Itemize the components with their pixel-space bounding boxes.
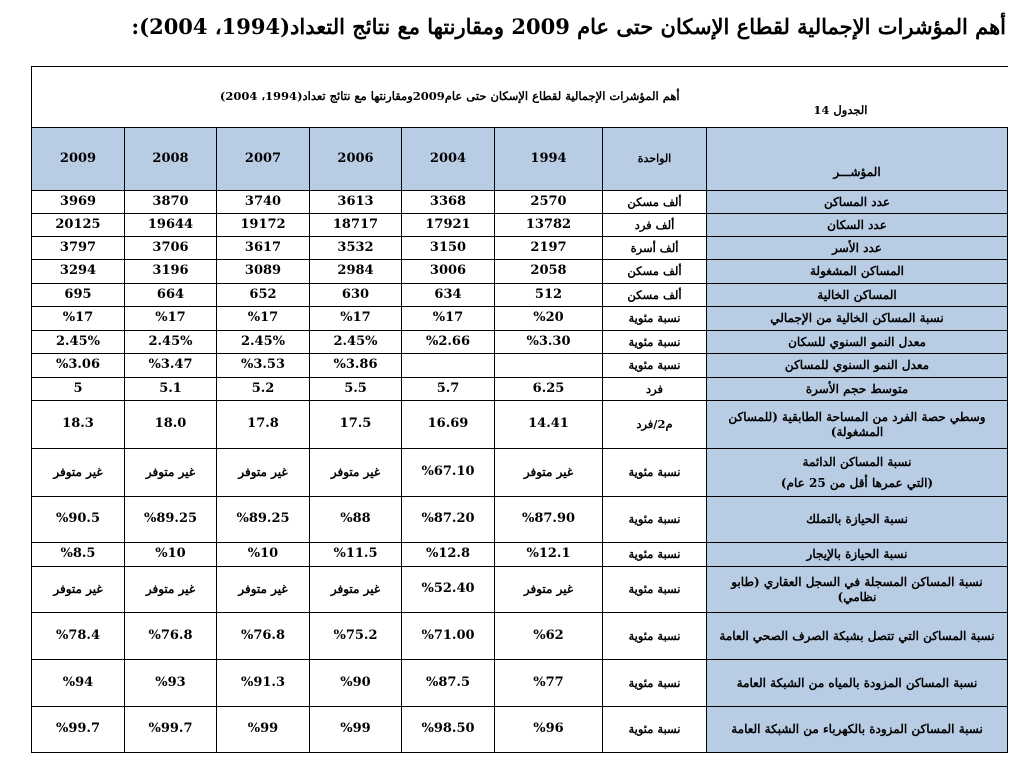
- indicator-label: عدد الأسر: [832, 240, 882, 255]
- value-cell-2006: 17.5: [310, 401, 402, 449]
- value-cell-2004: %87.20: [402, 497, 495, 543]
- value-cell-2006: 630: [310, 284, 402, 307]
- value-cell-2007: %3.53: [217, 354, 310, 378]
- unit-cell: ألف مسكن: [603, 284, 707, 307]
- value-cell-2008: 3706: [125, 237, 217, 260]
- value-cell-2009: 3969: [32, 191, 125, 214]
- indicator-cell: [707, 660, 1008, 707]
- value-cell-2008: 19644: [125, 214, 217, 237]
- indicator-cell: [707, 543, 1008, 567]
- value-cell-2006: 2984: [310, 260, 402, 284]
- unit-cell: نسبة مئوية: [603, 543, 707, 567]
- value-cell-2008: 664: [125, 284, 217, 307]
- value-cell-2007: %10: [217, 543, 310, 567]
- unit-cell: فرد: [603, 378, 707, 401]
- value-cell-2006: %90: [310, 660, 402, 707]
- value-cell-2004: %87.5: [402, 660, 495, 707]
- value-cell-2007: 652: [217, 284, 310, 307]
- indicator-cell: [707, 378, 1008, 401]
- indicator-label: عدد المساكن: [823, 194, 891, 209]
- value-cell-2007: %91.3: [217, 660, 310, 707]
- value-cell-2004: %2.66: [402, 331, 495, 354]
- value-cell-1994: %87.90: [495, 497, 603, 543]
- housing-indicators-table: [31, 66, 1008, 753]
- table-row: [32, 214, 1008, 237]
- unit-cell: ألف مسكن: [603, 191, 707, 214]
- table-row: [32, 401, 1008, 449]
- indicator-cell: [707, 401, 1008, 449]
- indicator-cell: [707, 497, 1008, 543]
- table-row: [32, 331, 1008, 354]
- value-cell-2008: %10: [125, 543, 217, 567]
- value-cell-1994: غير متوفر: [495, 449, 603, 497]
- indicator-cell: [707, 237, 1008, 260]
- value-cell-2006: %11.5: [310, 543, 402, 567]
- value-cell-2004: %98.50: [402, 707, 495, 753]
- indicator-cell: [707, 284, 1008, 307]
- indicator-label: نسبة المساكن المزودة بالكهرباء من الشبكة العامة: [731, 722, 983, 736]
- indicator-label: معدل النمو السنوي للمساكن: [784, 358, 930, 372]
- value-cell-2009: 2.45%: [32, 331, 125, 354]
- value-cell-2009: 695: [32, 284, 125, 307]
- value-cell-2007: %17: [217, 307, 310, 331]
- value-cell-2009: 18.3: [32, 401, 125, 449]
- value-cell-2006: %88: [310, 497, 402, 543]
- value-cell-2004: %71.00: [402, 613, 495, 660]
- indicator-label-line2: (التي عمرها أقل من 25 عام): [780, 475, 934, 490]
- value-cell-2007: 17.8: [217, 401, 310, 449]
- indicator-label: معدل النمو السنوي للسكان: [788, 334, 926, 349]
- table-row: [32, 378, 1008, 401]
- header-indicator: المؤشـــر: [707, 128, 1008, 191]
- value-cell-2007: %76.8: [217, 613, 310, 660]
- value-cell-2004: 3368: [402, 191, 495, 214]
- header-2007: 2007: [217, 128, 310, 191]
- value-cell-2007: 3617: [217, 237, 310, 260]
- indicators-table-container: [31, 66, 1007, 753]
- page-title: أهم المؤشرات الإجمالية لقطاع الإسكان حتى عام 2009 ومقارنتها مع نتائج التعداد(1994، 2004):: [131, 14, 1006, 39]
- value-cell-1994: %12.1: [495, 543, 603, 567]
- table-row: [32, 354, 1008, 378]
- indicator-label: المساكن الخالية: [817, 287, 897, 302]
- indicator-cell: [707, 449, 1008, 497]
- value-cell-2006: %75.2: [310, 613, 402, 660]
- value-cell-2006: %3.86: [310, 354, 402, 378]
- table-row: [32, 284, 1008, 307]
- value-cell-2009: %78.4: [32, 613, 125, 660]
- value-cell-2007: %99: [217, 707, 310, 753]
- table-row: [32, 543, 1008, 567]
- indicator-label: المساكن المشغولة: [809, 264, 905, 278]
- value-cell-2009: %99.7: [32, 707, 125, 753]
- table-row: [32, 191, 1008, 214]
- caption-row: [32, 67, 1008, 128]
- value-cell-2008: %76.8: [125, 613, 217, 660]
- value-cell-2004: %12.8: [402, 543, 495, 567]
- value-cell-2008: %93: [125, 660, 217, 707]
- value-cell-2008: 3196: [125, 260, 217, 284]
- value-cell-1994: 14.41: [495, 401, 603, 449]
- value-cell-2007: 5.2: [217, 378, 310, 401]
- table-row: [32, 237, 1008, 260]
- value-cell-2007: 19172: [217, 214, 310, 237]
- header-2004: 2004: [402, 128, 495, 191]
- indicator-cell: [707, 191, 1008, 214]
- value-cell-1994: %3.30: [495, 331, 603, 354]
- indicator-label: نسبة المساكن الدائمة: [802, 454, 912, 469]
- value-cell-2009: 3797: [32, 237, 125, 260]
- indicator-label: نسبة الحيازة بالإيجار: [806, 547, 908, 561]
- value-cell-2006: 2.45%: [310, 331, 402, 354]
- value-cell-2009: 20125: [32, 214, 125, 237]
- indicator-cell: [707, 214, 1008, 237]
- value-cell-1994: غير متوفر: [495, 567, 603, 613]
- indicator-label: نسبة الحيازة بالتملك: [806, 512, 908, 526]
- value-cell-2008: 2.45%: [125, 331, 217, 354]
- value-cell-2004: 634: [402, 284, 495, 307]
- value-cell-2008: %89.25: [125, 497, 217, 543]
- value-cell-2006: 5.5: [310, 378, 402, 401]
- unit-cell: نسبة مئوية: [603, 707, 707, 753]
- value-cell-2007: غير متوفر: [217, 567, 310, 613]
- value-cell-2009: 3294: [32, 260, 125, 284]
- indicator-cell: [707, 707, 1008, 753]
- value-cell-2006: 3613: [310, 191, 402, 214]
- table-row: [32, 707, 1008, 753]
- indicator-label: نسبة المساكن التي تتصل بشبكة الصرف الصحي العامة: [719, 628, 995, 643]
- table-number: الجدول 14: [813, 103, 868, 117]
- value-cell-2007: 2.45%: [217, 331, 310, 354]
- indicator-label: متوسط حجم الأسرة: [805, 381, 909, 396]
- value-cell-2004: 16.69: [402, 401, 495, 449]
- value-cell-2004: 17921: [402, 214, 495, 237]
- header-unit: الواحدة: [603, 128, 707, 191]
- value-cell-2009: 5: [32, 378, 125, 401]
- table-row: [32, 497, 1008, 543]
- value-cell-2008: %99.7: [125, 707, 217, 753]
- value-cell-2008: %17: [125, 307, 217, 331]
- unit-cell: نسبة مئوية: [603, 497, 707, 543]
- indicator-label: نسبة المساكن الخالية من الإجمالي: [770, 311, 944, 325]
- indicator-cell: [707, 307, 1008, 331]
- value-cell-1994: %96: [495, 707, 603, 753]
- value-cell-1994: 6.25: [495, 378, 603, 401]
- value-cell-2006: غير متوفر: [310, 449, 402, 497]
- value-cell-2004: [402, 354, 495, 378]
- value-cell-1994: %20: [495, 307, 603, 331]
- value-cell-2004: 5.7: [402, 378, 495, 401]
- header-2008: 2008: [125, 128, 217, 191]
- value-cell-2008: 3870: [125, 191, 217, 214]
- unit-cell: نسبة مئوية: [603, 331, 707, 354]
- table-row: [32, 260, 1008, 284]
- indicator-label: نسبة المساكن المسجلة في السجل العقاري (طابو نظامي): [731, 574, 983, 604]
- indicator-cell: [707, 331, 1008, 354]
- table-caption: أهم المؤشرات الإجمالية لقطاع الإسكان حتى عام2009ومقارنتها مع نتائج تعداد(1994، 2004): [219, 89, 680, 103]
- indicator-cell: [707, 354, 1008, 378]
- value-cell-2008: 5.1: [125, 378, 217, 401]
- value-cell-1994: 512: [495, 284, 603, 307]
- table-row: [32, 613, 1008, 660]
- table-row: [32, 307, 1008, 331]
- value-cell-2009: %3.06: [32, 354, 125, 378]
- value-cell-2006: %17: [310, 307, 402, 331]
- unit-cell: ألف مسكن: [603, 260, 707, 284]
- value-cell-2008: غير متوفر: [125, 449, 217, 497]
- value-cell-2008: 18.0: [125, 401, 217, 449]
- unit-cell: نسبة مئوية: [603, 307, 707, 331]
- value-cell-2009: غير متوفر: [32, 567, 125, 613]
- value-cell-2004: 3006: [402, 260, 495, 284]
- value-cell-2009: %94: [32, 660, 125, 707]
- unit-cell: ألف فرد: [603, 214, 707, 237]
- unit-cell: م2/فرد: [603, 401, 707, 449]
- value-cell-1994: 2058: [495, 260, 603, 284]
- indicator-cell: [707, 567, 1008, 613]
- value-cell-2007: %89.25: [217, 497, 310, 543]
- value-cell-2007: 3089: [217, 260, 310, 284]
- unit-cell: ألف أسرة: [603, 237, 707, 260]
- unit-cell: نسبة مئوية: [603, 660, 707, 707]
- header-row: [32, 128, 1008, 191]
- value-cell-1994: [495, 354, 603, 378]
- header-2009: 2009: [32, 128, 125, 191]
- value-cell-2009: %17: [32, 307, 125, 331]
- header-2006: 2006: [310, 128, 402, 191]
- value-cell-1994: 2570: [495, 191, 603, 214]
- indicator-label: عدد السكان: [827, 217, 887, 232]
- value-cell-2006: 3532: [310, 237, 402, 260]
- value-cell-2007: غير متوفر: [217, 449, 310, 497]
- value-cell-2009: غير متوفر: [32, 449, 125, 497]
- value-cell-2006: %99: [310, 707, 402, 753]
- value-cell-2006: غير متوفر: [310, 567, 402, 613]
- value-cell-1994: 13782: [495, 214, 603, 237]
- unit-cell: نسبة مئوية: [603, 354, 707, 378]
- indicator-label: نسبة المساكن المزودة بالمياه من الشبكة العامة: [736, 675, 978, 690]
- value-cell-2009: %90.5: [32, 497, 125, 543]
- header-1994: 1994: [495, 128, 603, 191]
- unit-cell: نسبة مئوية: [603, 613, 707, 660]
- value-cell-1994: %77: [495, 660, 603, 707]
- value-cell-2009: %8.5: [32, 543, 125, 567]
- value-cell-2004: %52.40: [402, 567, 495, 613]
- value-cell-2004: %67.10: [402, 449, 495, 497]
- value-cell-1994: 2197: [495, 237, 603, 260]
- value-cell-2008: %3.47: [125, 354, 217, 378]
- table-caption-cell: [32, 67, 1008, 128]
- value-cell-1994: %62: [495, 613, 603, 660]
- value-cell-2004: 3150: [402, 237, 495, 260]
- value-cell-2007: 3740: [217, 191, 310, 214]
- unit-cell: نسبة مئوية: [603, 449, 707, 497]
- value-cell-2004: %17: [402, 307, 495, 331]
- table-row: [32, 660, 1008, 707]
- value-cell-2008: غير متوفر: [125, 567, 217, 613]
- indicator-cell: [707, 260, 1008, 284]
- table-row: [32, 567, 1008, 613]
- table-row: [32, 449, 1008, 497]
- indicator-cell: [707, 613, 1008, 660]
- indicator-label: وسطي حصة الفرد من المساحة الطابقية (للمساكن المشغولة): [728, 409, 986, 439]
- unit-cell: نسبة مئوية: [603, 567, 707, 613]
- value-cell-2006: 18717: [310, 214, 402, 237]
